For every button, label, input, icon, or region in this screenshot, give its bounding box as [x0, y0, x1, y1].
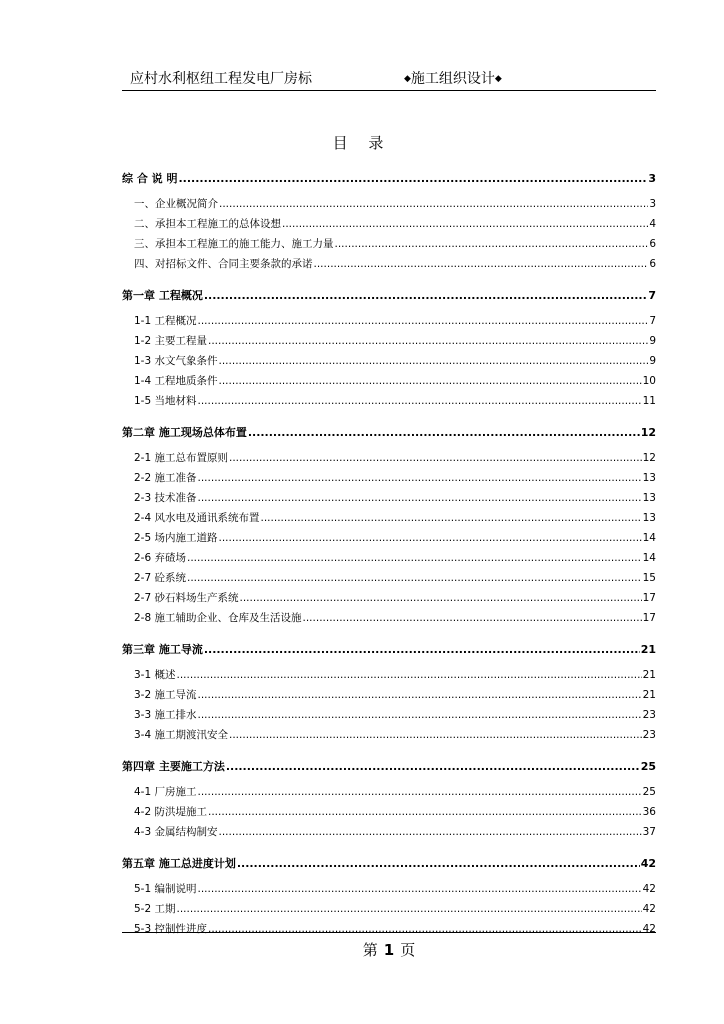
- page-number-prefix: 第: [362, 941, 378, 959]
- toc-entry-label: 1-2 主要工程量: [134, 335, 207, 347]
- toc-dot-leader: [198, 471, 642, 485]
- toc-entry-label: 2-3 技术准备: [134, 492, 197, 504]
- toc-dot-leader: [248, 426, 640, 440]
- toc-dot-leader: [303, 611, 642, 625]
- toc-dot-leader: [204, 289, 648, 303]
- page-number: 1: [383, 941, 395, 959]
- toc-entry-label: 第二章 施工现场总体布置: [122, 426, 247, 439]
- toc-dot-leader: [208, 334, 648, 348]
- toc-entry-page: 25: [642, 786, 656, 798]
- page-number-label: [122, 939, 656, 960]
- page-header: [122, 66, 656, 91]
- toc-item-row[interactable]: [134, 785, 656, 799]
- toc-entry-page: 42: [640, 857, 656, 870]
- toc-entry-page: 23: [642, 729, 656, 741]
- toc-item-row[interactable]: [134, 451, 656, 465]
- toc-item-row[interactable]: [134, 882, 656, 896]
- toc-chapter-row[interactable]: [122, 172, 656, 186]
- toc-item-row[interactable]: [134, 237, 656, 251]
- toc-entry-page: 15: [642, 572, 656, 584]
- toc-item-row[interactable]: [134, 471, 656, 485]
- toc-dot-leader: [198, 708, 642, 722]
- toc-entry-label: 第三章 施工导流: [122, 643, 203, 656]
- toc-entry-page: 21: [642, 669, 656, 681]
- toc-dot-leader: [219, 354, 649, 368]
- toc-entry-page: 7: [649, 315, 656, 327]
- toc-entry-label: 3-4 施工期渡汛安全: [134, 729, 228, 741]
- toc-dot-leader: [229, 728, 642, 742]
- page-footer: [122, 932, 656, 959]
- toc-entry-label: 1-1 工程概况: [134, 315, 197, 327]
- toc-entry-page: 21: [642, 689, 656, 701]
- toc-entry-label: 5-3 控制性进度: [134, 923, 207, 935]
- toc-item-row[interactable]: [134, 354, 656, 368]
- toc-dot-leader: [179, 172, 648, 186]
- toc-entry-label: 2-1 施工总布置原则: [134, 452, 228, 464]
- toc-dot-leader: [187, 571, 642, 585]
- toc-entry-label: 2-2 施工准备: [134, 472, 197, 484]
- toc-item-row[interactable]: [134, 491, 656, 505]
- toc-dot-leader: [335, 237, 649, 251]
- toc-entry-label: 2-7 砼系统: [134, 572, 186, 584]
- header-document-type-text: 施工组织设计: [410, 71, 495, 87]
- toc-entry-label: 2-6 弃碴场: [134, 552, 186, 564]
- toc-dot-leader: [219, 374, 642, 388]
- toc-item-row[interactable]: [134, 571, 656, 585]
- toc-dot-leader: [198, 688, 642, 702]
- toc-entry-page: 6: [649, 238, 656, 250]
- toc-entry-label: 综 合 说 明: [122, 172, 178, 185]
- toc-chapter-row[interactable]: [122, 289, 656, 303]
- toc-item-row[interactable]: [134, 902, 656, 916]
- toc-entry-label: 四、对招标文件、合同主要条款的承诺: [134, 258, 313, 270]
- toc-item-row[interactable]: [134, 314, 656, 328]
- toc-dot-leader: [219, 197, 648, 211]
- diamond-left-icon: ◆: [404, 74, 411, 84]
- toc-item-row[interactable]: [134, 394, 656, 408]
- toc-entry-page: 21: [640, 643, 656, 656]
- toc-dot-leader: [226, 760, 640, 774]
- toc-item-row[interactable]: [134, 668, 656, 682]
- toc-entry-page: 23: [642, 709, 656, 721]
- toc-item-row[interactable]: [134, 334, 656, 348]
- toc-entry-page: 25: [640, 760, 656, 773]
- toc-dot-leader: [198, 785, 642, 799]
- toc-chapter-row[interactable]: [122, 643, 656, 657]
- toc-item-row[interactable]: [134, 591, 656, 605]
- toc-item-row[interactable]: [134, 805, 656, 819]
- toc-entry-page: 10: [642, 375, 656, 387]
- toc-dot-leader: [219, 531, 642, 545]
- toc-entry-label: 4-2 防洪堤施工: [134, 806, 207, 818]
- toc-dot-leader: [208, 805, 642, 819]
- toc-item-row[interactable]: [134, 217, 656, 231]
- toc-entry-page: 9: [649, 335, 656, 347]
- toc-chapter-row[interactable]: [122, 760, 656, 774]
- toc-entry-label: 5-1 编制说明: [134, 883, 197, 895]
- toc-entry-label: 第一章 工程概况: [122, 289, 203, 302]
- toc-entry-label: 1-3 水文气象条件: [134, 355, 218, 367]
- toc-entry-page: 12: [642, 452, 656, 464]
- toc-entry-label: 2-7 砂石料场生产系统: [134, 592, 239, 604]
- toc-entry-label: 4-1 厂房施工: [134, 786, 197, 798]
- toc-entry-page: 13: [642, 472, 656, 484]
- toc-entry-page: 9: [649, 355, 656, 367]
- toc-chapter-row[interactable]: [122, 857, 656, 871]
- toc-entry-page: 14: [642, 532, 656, 544]
- toc-dot-leader: [204, 643, 640, 657]
- toc-dot-leader: [219, 825, 642, 839]
- toc-entry-page: 42: [642, 883, 656, 895]
- toc-chapter-row[interactable]: [122, 426, 656, 440]
- toc-entry-page: 17: [642, 592, 656, 604]
- toc-entry-label: 2-8 施工辅助企业、仓库及生活设施: [134, 612, 302, 624]
- toc-item-row[interactable]: [134, 257, 656, 271]
- toc-dot-leader: [177, 902, 642, 916]
- toc-entry-page: 17: [642, 612, 656, 624]
- toc-dot-leader: [282, 217, 648, 231]
- toc-entry-page: 37: [642, 826, 656, 838]
- toc-entry-label: 5-2 工期: [134, 903, 176, 915]
- toc-entry-page: 42: [642, 923, 656, 935]
- toc-entry-label: 3-2 施工导流: [134, 689, 197, 701]
- toc-item-row[interactable]: [134, 551, 656, 565]
- toc-item-row[interactable]: [134, 825, 656, 839]
- toc-entry-page: 13: [642, 512, 656, 524]
- toc-entry-label: 二、承担本工程施工的总体设想: [134, 218, 281, 230]
- toc-entry-page: 42: [642, 903, 656, 915]
- toc-entry-label: 一、企业概况简介: [134, 198, 218, 210]
- toc-entry-label: 2-5 场内施工道路: [134, 532, 218, 544]
- toc-dot-leader: [240, 591, 642, 605]
- toc-entry-page: 13: [642, 492, 656, 504]
- toc-title: 目 录: [332, 134, 392, 152]
- toc-item-row[interactable]: [134, 374, 656, 388]
- toc-dot-leader: [187, 551, 642, 565]
- toc-entry-page: 36: [642, 806, 656, 818]
- toc-item-row[interactable]: [134, 511, 656, 525]
- toc-entry-page: 6: [649, 258, 656, 270]
- toc-item-row[interactable]: [134, 531, 656, 545]
- toc-item-row[interactable]: [134, 708, 656, 722]
- toc-dot-leader: [198, 314, 649, 328]
- toc-entry-label: 3-3 施工排水: [134, 709, 197, 721]
- toc-entry-label: 第四章 主要施工方法: [122, 760, 225, 773]
- toc-dot-leader: [314, 257, 649, 271]
- toc-entry-page: 12: [640, 426, 656, 439]
- toc-entry-page: 7: [648, 289, 656, 302]
- toc-item-row[interactable]: [134, 688, 656, 702]
- toc-entry-label: 1-5 当地材料: [134, 395, 197, 407]
- toc-item-row[interactable]: [134, 197, 656, 211]
- toc-dot-leader: [229, 451, 642, 465]
- toc-entry-page: 3: [648, 172, 656, 185]
- toc-item-row[interactable]: [134, 728, 656, 742]
- toc-item-row[interactable]: [134, 922, 656, 936]
- toc-entry-label: 三、承担本工程施工的施工能力、施工力量: [134, 238, 334, 250]
- toc-entry-label: 4-3 金属结构制安: [134, 826, 218, 838]
- toc-entry-label: 1-4 工程地质条件: [134, 375, 218, 387]
- toc-entry-page: 4: [649, 218, 656, 230]
- toc-entry-label: 第五章 施工总进度计划: [122, 857, 236, 870]
- toc-dot-leader: [198, 394, 642, 408]
- toc-entry-label: 2-4 风水电及通讯系统布置: [134, 512, 260, 524]
- toc-dot-leader: [198, 882, 642, 896]
- toc-entry-label: 3-1 概述: [134, 669, 176, 681]
- toc-item-row[interactable]: [134, 611, 656, 625]
- toc-entry-page: 3: [649, 198, 656, 210]
- toc-dot-leader: [198, 491, 642, 505]
- page-number-suffix: 页: [400, 941, 416, 959]
- toc-dot-leader: [208, 922, 642, 936]
- toc-dot-leader: [177, 668, 642, 682]
- diamond-right-icon: ◆: [494, 74, 502, 84]
- toc-entry-page: 14: [642, 552, 656, 564]
- toc-dot-leader: [261, 511, 642, 525]
- header-document-type: [404, 68, 502, 88]
- header-project-title: 应村水利枢纽工程发电厂房标: [130, 71, 312, 87]
- toc-dot-leader: [237, 857, 640, 871]
- toc-entry-page: 11: [642, 395, 656, 407]
